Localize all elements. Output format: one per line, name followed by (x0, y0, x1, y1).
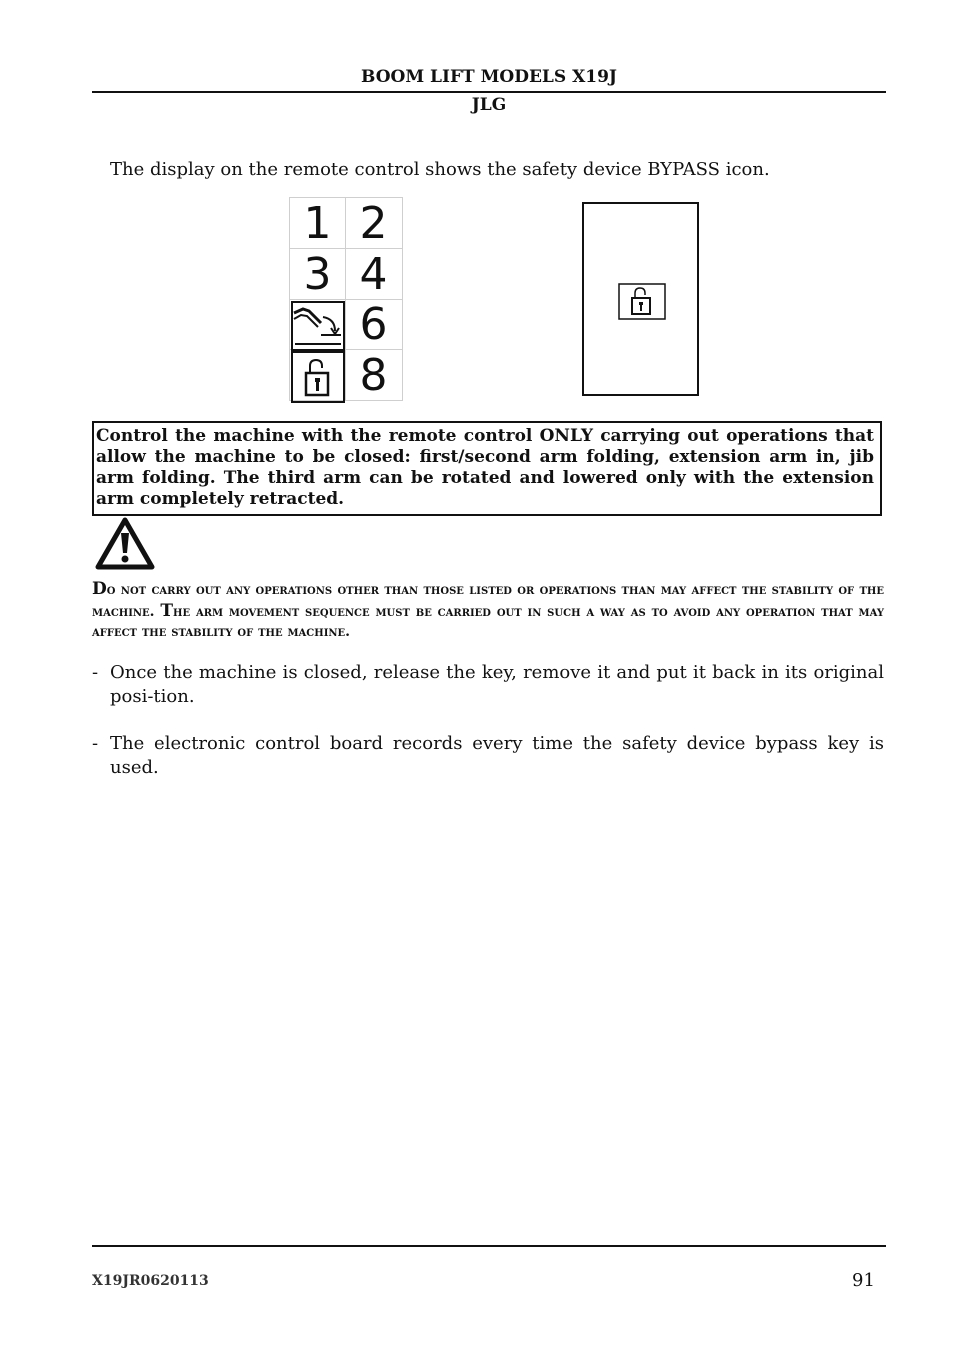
grid-cell-4: 4 (359, 248, 388, 300)
remote-display (582, 202, 699, 396)
intro-text: The display on the remote control shows the safety device BYPASS icon. (110, 159, 770, 180)
warning-text (92, 579, 884, 643)
grid-cell-3: 3 (303, 248, 332, 300)
list-item-text: Once the machine is closed, release the key, remove it and put it back in its original posi-tion. (110, 662, 884, 707)
list-item (92, 732, 884, 779)
grid-cell-1: 1 (303, 197, 332, 249)
grid-cell-6: 6 (359, 298, 388, 350)
warning-triangle-icon (94, 516, 156, 571)
grid-cell-2: 2 (359, 197, 388, 249)
grid-cell-8: 8 (359, 349, 388, 401)
list-dash: - (92, 662, 99, 683)
footer-rule (92, 1245, 886, 1247)
list-dash: - (92, 733, 99, 754)
header-subtitle: JLG (471, 95, 507, 115)
warning-initial: D (92, 579, 107, 599)
display-grid (289, 197, 403, 401)
page-number: 91 (852, 1270, 875, 1291)
padlock-icon (618, 283, 666, 321)
warning-sentence: he arm movement sequence must be carried out in such a way as to avoid any operation that may affect the stability of the machine. (92, 603, 884, 640)
boom-fold-icon (291, 301, 345, 353)
header-rule (92, 91, 886, 93)
warning-sentence: o not carry out any operations other than those listed or operations than may affect the stability of the machine. (92, 582, 884, 620)
warning-initial: T (160, 600, 174, 621)
list-item (92, 661, 884, 708)
notice-box: Control the machine with the remote control ONLY carrying out operations that allow the machine to be closed: first/second arm folding, extension arm in, jib arm folding. The third arm can be rotated and lowered only with the extension arm completely retracted. (92, 421, 882, 516)
document-code: X19JR0620113 (92, 1273, 209, 1289)
header-title: BOOM LIFT MODELS X19J (361, 67, 617, 87)
list-item-text: The electronic control board records every time the safety device bypass key is used. (110, 733, 884, 778)
padlock-icon (291, 351, 345, 405)
